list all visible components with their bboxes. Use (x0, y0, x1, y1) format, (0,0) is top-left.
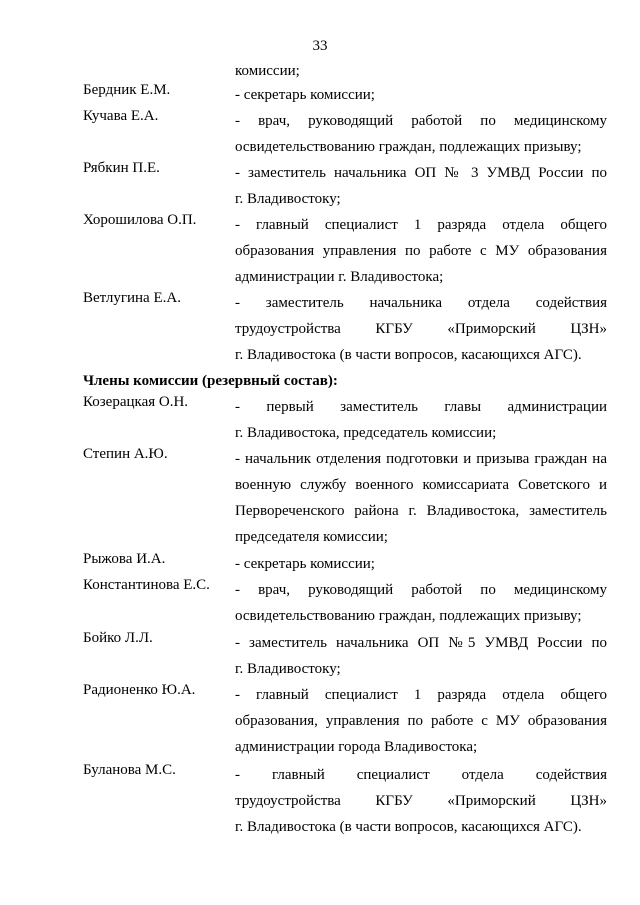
description-line: г. Владивостоку; (235, 191, 341, 207)
member-name: Буланова М.С. (83, 762, 176, 778)
description-line: - врач, руководящий работой по медицинскому (235, 113, 607, 129)
description-line: г. Владивостока (в части вопросов, касающихся АГС). (235, 819, 582, 835)
description-line: г. Владивостоку; (235, 661, 341, 677)
description-line: освидетельствованию граждан, подлежащих призыву; (235, 608, 582, 624)
member-description (235, 394, 607, 446)
description-line: - заместитель начальника отдела содействия (235, 295, 607, 311)
member-name: Хорошилова О.П. (83, 212, 197, 228)
member-name: Константинова Е.С. (83, 577, 210, 593)
description-line: трудоустройства КГБУ «Приморский ЦЗН» (235, 793, 607, 809)
member-description (235, 212, 607, 290)
description-line: администрации г. Владивостока; (235, 269, 444, 285)
description-line: освидетельствованию граждан, подлежащих призыву; (235, 139, 582, 155)
member-description (235, 160, 607, 212)
description-line: - заместитель начальника ОП № 3 УМВД России по (235, 165, 607, 181)
member-description (235, 446, 607, 550)
member-description (235, 108, 607, 160)
member-description (235, 82, 607, 108)
description-line: - главный специалист отдела содействия (235, 767, 607, 783)
member-name: Ветлугина Е.А. (83, 290, 181, 306)
member-description (235, 551, 607, 577)
description-line: Первореченского района г. Владивостока, заместитель (235, 503, 607, 519)
description-line: военную службу военного комиссариата Советского и (235, 477, 607, 493)
member-description (235, 682, 607, 760)
page-number: 33 (312, 38, 328, 54)
section-heading: Члены комиссии (резервный состав): (83, 373, 338, 389)
member-name: Козерацкая О.Н. (83, 394, 189, 410)
description-line: председателя комиссии; (235, 529, 388, 545)
description-line: - врач, руководящий работой по медицинскому (235, 582, 607, 598)
description-line: - заместитель начальника ОП №5 УМВД России по (235, 635, 607, 651)
description-line: образования, управления по работе с МУ образования (235, 713, 607, 729)
member-name: Бойко Л.Л. (83, 630, 153, 646)
member-name: Рыжова И.А. (83, 551, 166, 567)
member-description (235, 630, 607, 682)
description-line: г. Владивостока (в части вопросов, касающихся АГС). (235, 347, 582, 363)
description-line: - главный специалист 1 разряда отдела общего (235, 687, 607, 703)
member-name: Кучава Е.А. (83, 108, 159, 124)
member-name: Степин А.Ю. (83, 446, 168, 462)
member-name: Радионенко Ю.А. (83, 682, 196, 698)
member-name: Рябкин П.Е. (83, 160, 160, 176)
member-description (235, 290, 607, 368)
description-line: администрации города Владивостока; (235, 739, 478, 755)
member-name: Бердник Е.М. (83, 82, 171, 98)
description-line: - секретарь комиссии; (235, 556, 375, 572)
description-line: - начальник отделения подготовки и призыва граждан на (235, 451, 607, 467)
description-line: - первый заместитель главы администрации (235, 399, 607, 415)
description-line: - главный специалист 1 разряда отдела общего (235, 217, 607, 233)
description-line: образования управления по работе с МУ образования (235, 243, 607, 259)
description-line: комиссии; (235, 63, 300, 79)
member-description (235, 762, 607, 840)
description-line: - секретарь комиссии; (235, 87, 375, 103)
member-description (235, 58, 607, 84)
member-description (235, 577, 607, 629)
description-line: г. Владивостока, председатель комиссии; (235, 425, 497, 441)
description-line: трудоустройства КГБУ «Приморский ЦЗН» (235, 321, 607, 337)
